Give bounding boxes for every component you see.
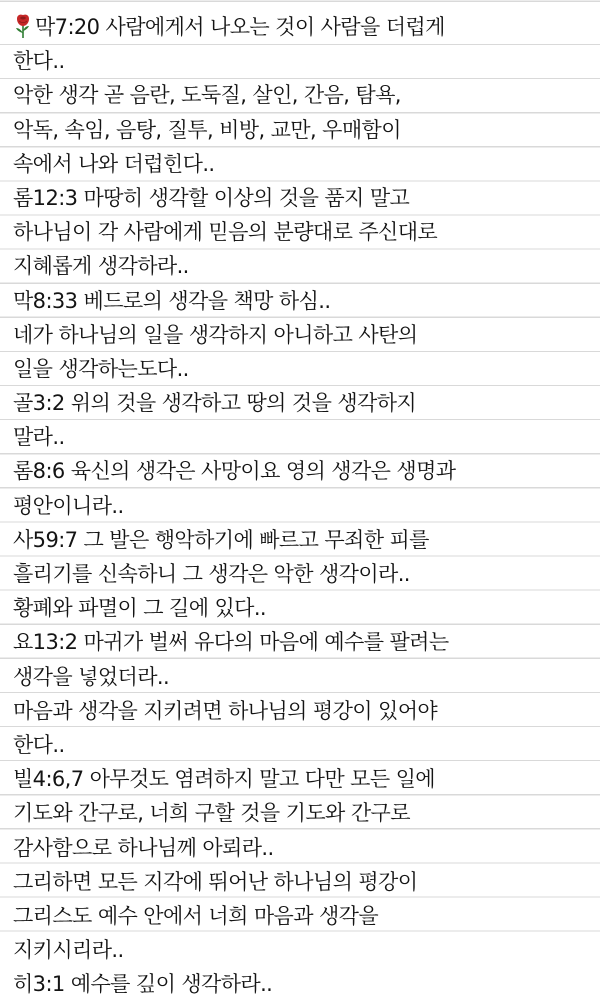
note-line-23: 빌4:6,7 아무것도 염려하지 말고 다만 모든 일에 xyxy=(13,767,435,792)
note-line-27: 그리스도 예수 안에서 너희 마음과 생각을 xyxy=(13,903,379,928)
note-line-18: 황폐와 파멸이 그 길에 있다.. xyxy=(13,596,266,621)
note-line-13: 말라.. xyxy=(13,425,65,450)
note-line-29: 히3:1 예수를 깊이 생각하라.. xyxy=(13,972,273,997)
note-line-5: 속에서 나와 더럽힌다.. xyxy=(13,151,215,176)
note-line-11: 일을 생각하는도다.. xyxy=(13,356,189,381)
note-line-9: 막8:33 베드로의 생각을 책망 하심.. xyxy=(13,288,331,313)
note-line-15: 평안이니라.. xyxy=(13,493,124,518)
note-line-1 xyxy=(13,10,593,44)
note-line-19: 요13:2 마귀가 벌써 유다의 마음에 예수를 팔려는 xyxy=(13,630,449,655)
note-line-25: 감사함으로 하나님께 아뢰라.. xyxy=(13,835,274,860)
note-line-21: 마음과 생각을 지키려면 하나님의 평강이 있어야 xyxy=(13,698,438,723)
rose-icon xyxy=(13,13,33,39)
note-line-26: 그리하면 모든 지각에 뛰어난 하나님의 평강이 xyxy=(13,869,418,894)
note-line-1-text: 막7:20 사람에게서 나오는 것이 사람을 더럽게 xyxy=(35,15,445,39)
note-line-4: 악독, 속임, 음탕, 질투, 비방, 교만, 우매함이 xyxy=(13,117,401,142)
note-line-6: 롬12:3 마땅히 생각할 이상의 것을 품지 말고 xyxy=(13,185,410,210)
note-line-24: 기도와 간구로, 너희 구할 것을 기도와 간구로 xyxy=(13,801,410,826)
note-line-17: 흘리기를 신속하니 그 생각은 악한 생각이라.. xyxy=(13,562,410,586)
note-line-7: 하나님이 각 사람에게 믿음의 분량대로 주신대로 xyxy=(13,220,438,245)
note-lines xyxy=(13,10,593,1001)
note-line-22: 한다.. xyxy=(13,732,65,757)
note-line-3: 악한 생각 곧 음란, 도둑질, 살인, 간음, 탐욕, xyxy=(13,83,401,108)
note-line-12: 골3:2 위의 것을 생각하고 땅의 것을 생각하지 xyxy=(13,391,417,416)
note-line-20: 생각을 넣었더라.. xyxy=(13,664,170,689)
note-line-10: 네가 하나님의 일을 생각하지 아니하고 사탄의 xyxy=(13,322,418,347)
note-line-14: 롬8:6 육신의 생각은 사망이요 영의 생각은 생명과 xyxy=(13,459,456,484)
note-line-2: 한다.. xyxy=(13,49,65,74)
note-line-8: 지혜롭게 생각하라.. xyxy=(13,254,189,279)
note-line-16: 사59:7 그 발은 행악하기에 빠르고 무죄한 피를 xyxy=(13,527,429,552)
note-line-28: 지키시리라.. xyxy=(13,938,124,963)
